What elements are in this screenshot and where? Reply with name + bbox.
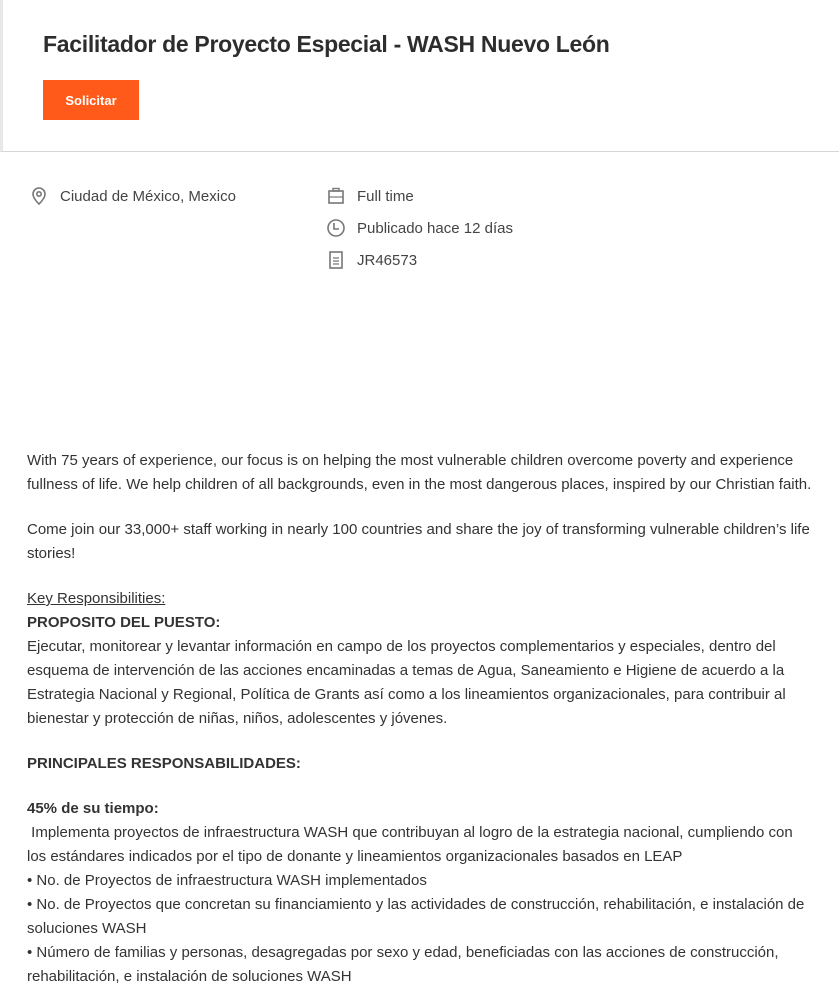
req-id-item [326,250,417,270]
purpose-heading: PROPOSITO DEL PUESTO: [27,614,221,631]
job-title: Facilitador de Proyecto Especial - WASH Nuevo León [43,31,610,57]
job-description [0,449,839,989]
document-icon [326,250,346,270]
clock-icon [326,218,346,238]
main-responsibilities-heading: PRINCIPALES RESPONSABILIDADES: [27,755,301,772]
job-type-item [326,186,414,206]
location-item [29,186,236,206]
bullet-item: • No. de Proyectos que concretan su financiamiento y las actividades de construcción, rehabilitación, e instalación de soluciones WASH [27,896,805,937]
briefcase-icon [326,186,346,206]
purpose-text: Ejecutar, monitorear y levantar información en campo de los proyectos complementarios y especiales, dentro del esquema de intervención de las acciones encaminadas a temas de Agua, Saneamiento e Higiene de acuerdo a la Estrategia Nacional y Regional, Política de Grants así como a los lineamientos organizacionales, para contribuir al bienestar y protección de niñas, niños, adolescentes y jóvenes. [27,638,786,727]
location-text: Ciudad de México, Mexico [60,187,236,205]
req-id-text: JR46573 [357,251,418,269]
bullet-item: • Número de familias y personas, desagregadas por sexo y edad, beneficiadas con las acciones de construcción, rehabilitación, e instalación de soluciones WASH [27,944,779,985]
time-heading: 45% de su tiempo: [27,800,159,817]
posted-item [326,218,513,238]
posted-text: Publicado hace 12 días [357,219,513,237]
apply-button[interactable]: Solicitar [43,80,139,120]
job-meta [0,152,839,287]
bullet-item: • No. de Proyectos de infraestructura WASH implementados [27,872,427,889]
location-pin-icon [29,186,49,206]
intro-paragraph: With 75 years of experience, our focus is on helping the most vulnerable children overcome poverty and experience fullness of life. We help children of all backgrounds, even in the most dangerous places, inspired by our Christian faith. [27,452,812,493]
job-header [0,0,839,152]
join-paragraph: Come join our 33,000+ staff working in nearly 100 countries and share the joy of transforming vulnerable children’s life stories! [27,521,810,562]
key-responsibilities-label: Key Responsibilities: [27,590,166,607]
job-type-text: Full time [357,187,414,205]
time-text: Implementa proyectos de infraestructura WASH que contribuyan al logro de la estrategia nacional, cumpliendo con los estándares indicados por el tipo de donante y lineamientos organizacionales basados en LEAP [27,824,797,865]
